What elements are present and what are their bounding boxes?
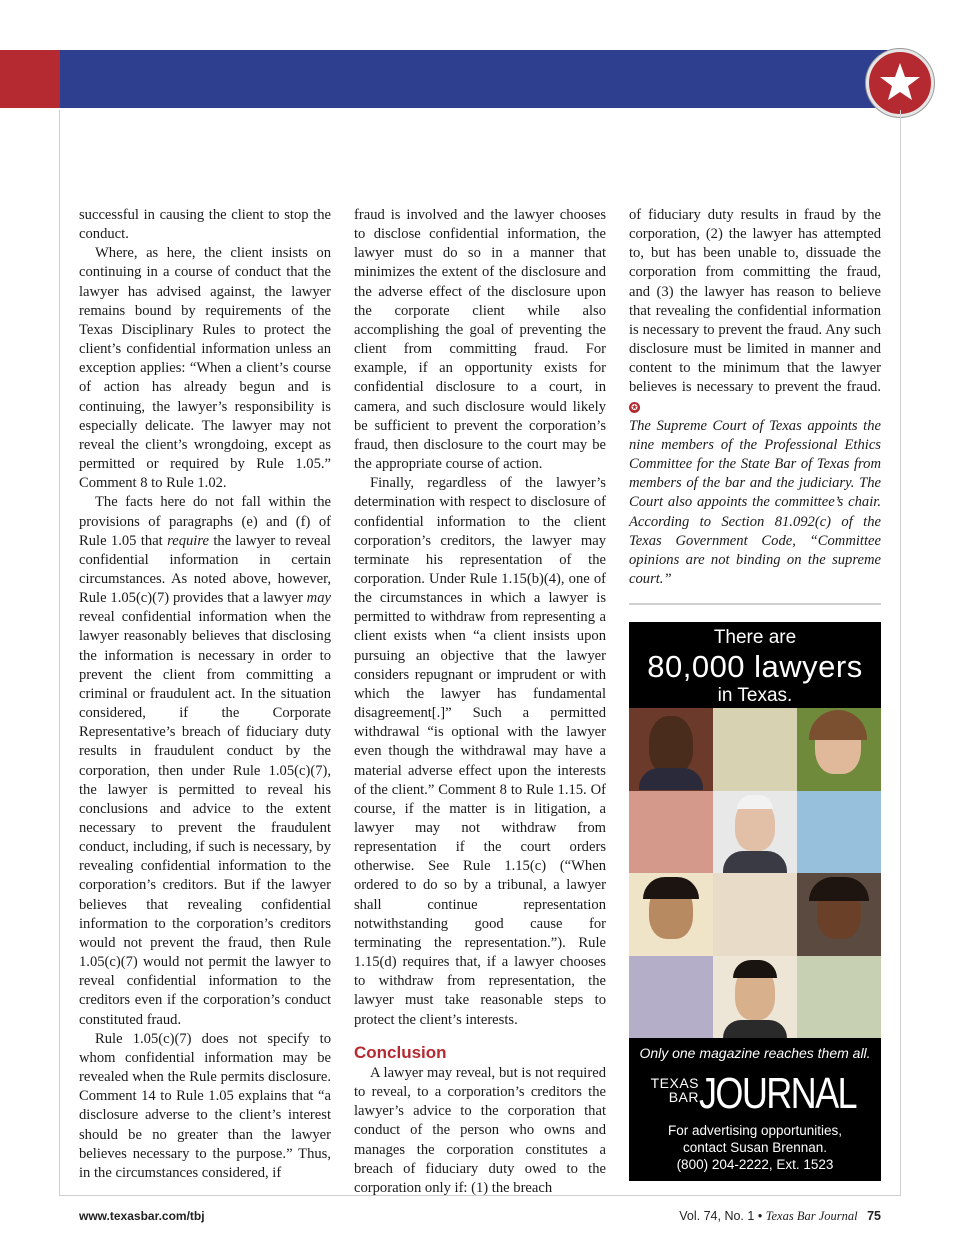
footer-info [679,1209,881,1224]
text-run: reveal confidential information when the lawyer reasonably believes that disclosing the information is necessary in order to prevent the client from committing a criminal or fraudulent act. In the situation considered, if the Corporate Representative’s breach of fiduciary duty results in fraudulent conduct by the corporation, then under Rule 1.05(c)(7), the lawyer is permitted to reveal his conclusions and advice to the extent necessary to prevent the fraudulent conduct, including, if such is necessary, by revealing confidential information to the corporation’s creditors. But if the lawyer believes that revealing confidential information to the corporation’s creditors would not prevent the fraud, then Rule 1.05(c)(7) would not permit the lawyer to reveal confidential information to the creditors even if the corporation’s conduct constituted fraud. [79,609,331,1028]
section-heading: Conclusion [354,1042,447,1062]
star-badge [866,49,934,117]
text-run: the lawyer to reveal confidential information in certain circumstances. As noted above, however, Rule 1.05(c)(7) provides that a lawyer [79,532,331,607]
ad-contact-line: For advertising opportunities, [667,1123,843,1138]
photo-tile [713,708,797,791]
ad-line-1: There are [713,627,797,648]
column-1 [79,206,331,1183]
page-number: 75 [867,1209,881,1223]
photo-tile [713,791,797,874]
photo-tile [629,708,713,791]
photo-tile [797,956,881,1039]
text-run: The facts here do not fall within the provisions of paragraphs (e) and (f) of Rule 1.05 that [79,494,331,549]
ad-line-3: in Texas. [717,685,793,706]
photo-tile [713,873,797,956]
photo-tile [797,791,881,874]
photo-tile [713,956,797,1039]
photo-tile [629,873,713,956]
paragraph: Where, as here, the client insists on continuing in a course of conduct that the lawyer has advised against, the lawyer remains bound by requirements of the Texas Disciplinary Rules to protect the client’s confidential information unless an exception applies: “When a client’s course of action has already begun and is continuing, the lawyer’s responsibility is especially delicate. The lawyer may not reveal the client’s wrongdoing, except as permitted or required by Rule 1.05.” Comment 8 to Rule 1.02. [79,245,331,492]
column-2 [354,206,606,1198]
photo-tile [797,708,881,791]
header-blue-band [60,50,910,108]
star-icon [879,61,921,103]
emphasis: require [167,532,209,549]
logo-text: BAR [668,1089,699,1105]
paragraph [79,493,331,1029]
texas-bar-journal-logo [647,1069,867,1120]
photo-tile [629,956,713,1039]
committee-note: The Supreme Court of Texas appoints the nine members of the Professional Ethics Committee for the State Bar of Texas from members of the bar and the judiciary. The Court also appoints the committee’s chair. According to Section 81.092(c) of the Texas Government Code, “Committee opinions are not binding on the supreme court.” [629,417,881,587]
ad-tagline: Only one magazine reaches them all. [639,1045,871,1061]
volume-number: Vol. 74, No. 1 [679,1209,755,1223]
paragraph [629,206,881,417]
ad-contact [629,1122,881,1173]
paragraph: fraud is involved and the lawyer chooses to disclose confidential information, the lawyer must do so in a manner that minimizes the extent of the disclosure and the adverse effect of the disclosure upon the corporate client while also accomplishing the goal of preventing the client from committing fraud. For example, if an opportunity exists for confidential disclosure to a court, in camera, and such disclosure would likely be sufficient to prevent the corporation’s fraud, then disclosure to the court may be the appropriate course of action. [354,207,606,473]
photo-tile [629,791,713,874]
end-of-article-icon: ✪ [629,402,640,413]
ad-contact-line: contact Susan Brennan. [682,1140,828,1155]
photo-grid [629,708,881,1038]
ad-headline: 80,000 lawyers [647,649,863,684]
header-red-band [0,50,60,108]
text-run: of fiduciary duty results in fraud by the corporation, (2) the lawyer has attempted to, but has been unable to, dissuade the corporation from committing the fraud, and (3) the lawyer has reason to believe that revealing the confidential information is necessary to prevent the fraud. Any such disclosure must be limited in manner and content to the minimum that the lawyer believes is necessary to prevent the fraud. [629,207,881,396]
photo-tile [797,873,881,956]
paragraph: Rule 1.05(c)(7) does not specify to whom confidential information may be revealed when the Rule permits disclosure. Comment 14 to Rule 1.05 explains that “a disclosure adverse to the client’s interest should be no greater than the lawyer believes necessary to the purpose.” Thus, in the circumstances considered, if [79,1030,331,1181]
logo-text: TEXAS [650,1075,699,1091]
column-3 [629,206,881,589]
paragraph: successful in causing the client to stop the conduct. [79,207,331,243]
divider [629,603,881,605]
paragraph: A lawyer may reveal, but is not required to reveal, to a corporation’s creditors the lawyer’s advice to the corporation that conduct of the person who owns and manages the corporation constitutes a breach of fiduciary duty owed to the corporation only if: (1) the breach [354,1064,606,1196]
ad-contact-phone: (800) 204-2222, Ext. 1523 [676,1157,834,1172]
advertisement[interactable] [629,622,881,1181]
footer-url[interactable]: www.texasbar.com/tbj [79,1209,205,1223]
paragraph: Finally, regardless of the lawyer’s determination with respect to disclosure of confidential information to the client corporation’s creditors, the lawyer may terminate his representation of the corporation. Under Rule 1.15(b)(4), one of the circumstances in which a lawyer is permitted to withdraw from representing a client exists when “a client insists upon pursuing an objective that the lawyer considers repugnant or imprudent or with which the lawyer has fundamental disagreement[.]” Such a permitted withdrawal “is optional with the lawyer even though the withdrawal may have a material adverse effect upon the interests of the client.” Comment 8 to Rule 1.15. Of course, if the matter is in litigation, a lawyer may not withdraw from representation if the court orders otherwise. See Rule 1.15(c) (“When ordered to do so by a tribunal, a lawyer shall continue representation notwithstanding good cause for terminating the representation.”). Rule 1.15(d) requires that, if a lawyer chooses to withdraw from representation, the lawyer must take reasonable steps to protect the client’s interests. [354,475,606,1028]
separator: • [757,1209,763,1223]
journal-name: Texas Bar Journal [765,1209,858,1223]
logo-text: JOURNAL [699,1069,856,1118]
emphasis: may [306,590,331,607]
